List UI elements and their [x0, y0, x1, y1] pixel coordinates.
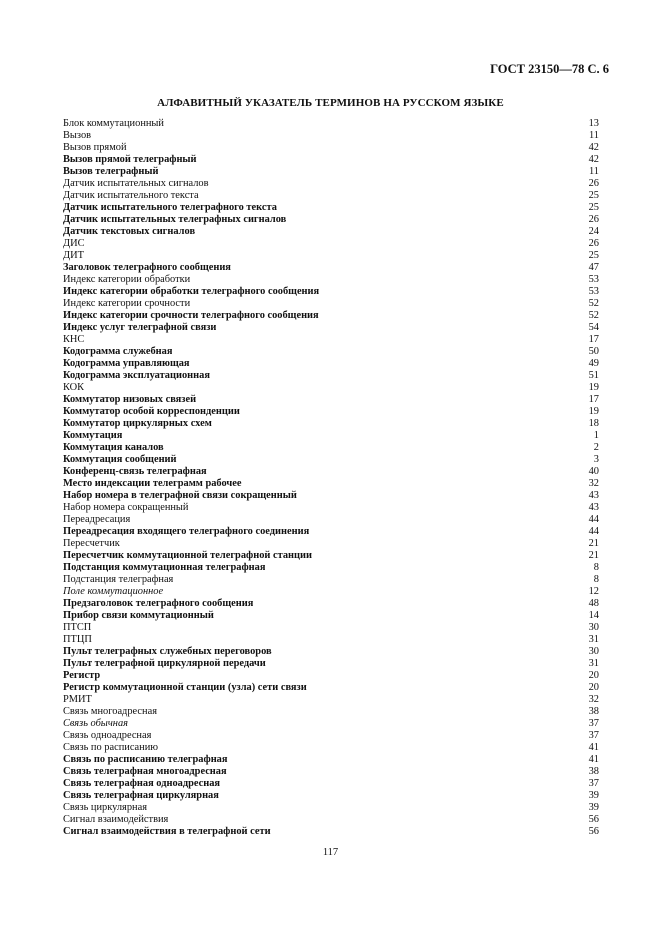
index-page-ref: 26	[588, 214, 599, 225]
index-entry	[63, 430, 599, 442]
index-term: Вызов телеграфный	[63, 166, 159, 177]
index-page-ref: 39	[588, 802, 599, 813]
index-term: Связь многоадресная	[63, 706, 157, 717]
index-page-ref: 43	[588, 490, 599, 501]
index-page-ref: 38	[588, 706, 599, 717]
index-term: ПТЦП	[63, 634, 92, 645]
index-entry	[63, 658, 599, 670]
index-page-ref: 38	[588, 766, 599, 777]
index-entry	[63, 394, 599, 406]
index-page-ref: 31	[588, 658, 599, 669]
index-page-ref: 17	[588, 334, 599, 345]
index-entry	[63, 790, 599, 802]
index-entry	[63, 118, 599, 130]
index-page-ref: 37	[588, 778, 599, 789]
index-entry	[63, 250, 599, 262]
index-page-ref: 56	[588, 814, 599, 825]
index-entry	[63, 502, 599, 514]
document-header: ГОСТ 23150—78 С. 6	[490, 62, 609, 76]
index-page-ref: 50	[588, 346, 599, 357]
index-term: ДИТ	[63, 250, 84, 261]
index-term: Пересчетчик коммутационной телеграфной станции	[63, 550, 312, 561]
index-term: Пересчетчик	[63, 538, 120, 549]
index-page-ref: 37	[588, 730, 599, 741]
index-entry	[63, 418, 599, 430]
index-term: Индекс категории обработки телеграфного сообщения	[63, 286, 320, 297]
index-term: Сигнал взаимодействия	[63, 814, 169, 825]
index-term: Прибор связи коммутационный	[63, 610, 214, 621]
index-entry	[63, 598, 599, 610]
index-term: Подстанция коммутационная телеграфная	[63, 562, 266, 573]
index-entry	[63, 802, 599, 814]
index-entry	[63, 178, 599, 190]
index-page-ref: 17	[588, 394, 599, 405]
index-page-ref: 32	[588, 478, 599, 489]
index-entry	[63, 382, 599, 394]
index-term: Пульт телеграфных служебных переговоров	[63, 646, 272, 657]
index-term: ПТСП	[63, 622, 92, 633]
index-page-ref: 56	[588, 826, 599, 837]
index-entry	[63, 754, 599, 766]
index-page-ref: 8	[593, 562, 599, 573]
index-entry	[63, 226, 599, 238]
index-page-ref: 19	[588, 406, 599, 417]
index-entry	[63, 550, 599, 562]
index-page-ref: 41	[588, 754, 599, 765]
index-entry	[63, 622, 599, 634]
index-page-ref: 52	[588, 310, 599, 321]
index-entry	[63, 454, 599, 466]
index-term: Набор номера сокращенный	[63, 502, 189, 513]
index-entry	[63, 742, 599, 754]
page-number: 117	[322, 847, 339, 858]
index-page-ref: 30	[588, 622, 599, 633]
index-term: Коммутатор особой корреспонденции	[63, 406, 240, 417]
index-page-ref: 39	[588, 790, 599, 801]
index-entry	[63, 262, 599, 274]
index-term: Индекс услуг телеграфной связи	[63, 322, 217, 333]
index-page-ref: 49	[588, 358, 599, 369]
index-term: Датчик текстовых сигналов	[63, 226, 196, 237]
index-entry	[63, 322, 599, 334]
index-entry	[63, 514, 599, 526]
index-page-ref: 31	[588, 634, 599, 645]
index-term: Датчик испытательных сигналов	[63, 178, 209, 189]
index-term: Связь обычная	[63, 718, 128, 729]
index-entry	[63, 646, 599, 658]
index-term: Вызов прямой телеграфный	[63, 154, 197, 165]
index-term: Индекс категории обработки	[63, 274, 191, 285]
index-term: Конференц-связь телеграфная	[63, 466, 207, 477]
index-term: Датчик испытательных телеграфных сигналов	[63, 214, 287, 225]
index-term: Связь по расписанию	[63, 742, 159, 753]
index-term: Подстанция телеграфная	[63, 574, 174, 585]
index-page-ref: 37	[588, 718, 599, 729]
index-page-ref: 54	[588, 322, 599, 333]
index-term: Пульт телеграфной циркулярной передачи	[63, 658, 266, 669]
index-page-ref: 32	[588, 694, 599, 705]
index-term: Кодограмма эксплуатационная	[63, 370, 210, 381]
index-entry	[63, 202, 599, 214]
index-term: Коммутатор циркулярных схем	[63, 418, 212, 429]
index-page-ref: 20	[588, 670, 599, 681]
index-page-ref: 12	[588, 586, 599, 597]
index-term: Коммутатор низовых связей	[63, 394, 197, 405]
index-entry	[63, 538, 599, 550]
index-entry	[63, 610, 599, 622]
index-entry	[63, 406, 599, 418]
index-page-ref: 26	[588, 178, 599, 189]
index-term: Вызов прямой	[63, 142, 127, 153]
index-page-ref: 25	[588, 190, 599, 201]
index-entry	[63, 154, 599, 166]
index-term: Место индексации телеграмм рабочее	[63, 478, 242, 489]
index-page-ref: 41	[588, 742, 599, 753]
index-term: Заголовок телеграфного сообщения	[63, 262, 231, 273]
index-term: Коммутация сообщений	[63, 454, 177, 465]
index-term: Коммутация каналов	[63, 442, 164, 453]
index-page-ref: 40	[588, 466, 599, 477]
index-title: АЛФАВИТНЫЙ УКАЗАТЕЛЬ ТЕРМИНОВ НА РУССКОМ ЯЗЫКЕ	[157, 97, 504, 109]
index-entry	[63, 478, 599, 490]
index-page-ref: 21	[588, 550, 599, 561]
index-page-ref: 42	[588, 142, 599, 153]
index-term: Регистр	[63, 670, 101, 681]
index-term: Вызов	[63, 130, 92, 141]
index-term: Связь циркулярная	[63, 802, 147, 813]
index-entry	[63, 586, 599, 598]
index-term: Связь одноадресная	[63, 730, 152, 741]
index-term: Связь телеграфная циркулярная	[63, 790, 219, 801]
index-entry	[63, 274, 599, 286]
index-entry	[63, 358, 599, 370]
index-term: ДИС	[63, 238, 85, 249]
index-entry	[63, 190, 599, 202]
index-page-ref: 19	[588, 382, 599, 393]
index-page-ref: 30	[588, 646, 599, 657]
index-page-ref: 21	[588, 538, 599, 549]
index-entry	[63, 298, 599, 310]
index-term: Индекс категории срочности телеграфного сообщения	[63, 310, 319, 321]
index-term: Датчик испытательного телеграфного текста	[63, 202, 277, 213]
index-entry	[63, 826, 599, 838]
index-term: Кодограмма служебная	[63, 346, 173, 357]
index-page-ref: 42	[588, 154, 599, 165]
index-page-ref: 52	[588, 298, 599, 309]
index-term: КОК	[63, 382, 85, 393]
index-term: Набор номера в телеграфной связи сокращенный	[63, 490, 297, 501]
index-page-ref: 8	[593, 574, 599, 585]
index-entry	[63, 766, 599, 778]
index-page-ref: 24	[588, 226, 599, 237]
index-page-ref: 1	[593, 430, 599, 441]
index-page-ref: 26	[588, 238, 599, 249]
index-page-ref: 43	[588, 502, 599, 513]
index-entry	[63, 694, 599, 706]
index-entry	[63, 718, 599, 730]
index-entry	[63, 574, 599, 586]
index-entry	[63, 346, 599, 358]
index-entry	[63, 682, 599, 694]
index-term: Связь по расписанию телеграфная	[63, 754, 228, 765]
index-entry	[63, 778, 599, 790]
index-entry	[63, 214, 599, 226]
index-entry	[63, 814, 599, 826]
index-page-ref: 47	[588, 262, 599, 273]
index-page-ref: 53	[588, 274, 599, 285]
index-term: Поле коммутационное	[63, 586, 164, 597]
index-term: Регистр коммутационной станции (узла) сети связи	[63, 682, 307, 693]
index-entry	[63, 166, 599, 178]
index-entry	[63, 238, 599, 250]
index-page-ref: 20	[588, 682, 599, 693]
index-page-ref: 25	[588, 202, 599, 213]
index-page-ref: 3	[593, 454, 599, 465]
index-entry	[63, 142, 599, 154]
index-entry	[63, 334, 599, 346]
index-page-ref: 14	[588, 610, 599, 621]
index-page-ref: 18	[588, 418, 599, 429]
index-entry	[63, 526, 599, 538]
index-page-ref: 11	[588, 130, 599, 141]
index-term: Переадресация входящего телеграфного соединения	[63, 526, 310, 537]
index-entry	[63, 634, 599, 646]
index-entry	[63, 130, 599, 142]
index-page-ref: 48	[588, 598, 599, 609]
index-page-ref: 25	[588, 250, 599, 261]
index-entry	[63, 370, 599, 382]
index-term: РМИТ	[63, 694, 92, 705]
index-entry	[63, 310, 599, 322]
index-term: Переадресация	[63, 514, 131, 525]
index-term: Индекс категории срочности	[63, 298, 191, 309]
index-page-ref: 53	[588, 286, 599, 297]
index-entry	[63, 442, 599, 454]
index-entry	[63, 562, 599, 574]
index-term: Связь телеграфная многоадресная	[63, 766, 227, 777]
index-page-ref: 44	[588, 514, 599, 525]
index-term: Связь телеграфная одноадресная	[63, 778, 221, 789]
index-page-ref: 44	[588, 526, 599, 537]
index-term: КНС	[63, 334, 85, 345]
index-term: Предзаголовок телеграфного сообщения	[63, 598, 254, 609]
index-term: Коммутация	[63, 430, 123, 441]
index-term: Датчик испытательного текста	[63, 190, 199, 201]
index-term: Кодограмма управляющая	[63, 358, 190, 369]
index-entry	[63, 730, 599, 742]
index-page-ref: 11	[588, 166, 599, 177]
index-entry	[63, 490, 599, 502]
index-page-ref: 13	[588, 118, 599, 129]
index-term: Блок коммутационный	[63, 118, 164, 129]
index-entry	[63, 286, 599, 298]
index-entry	[63, 670, 599, 682]
index-term: Сигнал взаимодействия в телеграфной сети	[63, 826, 271, 837]
index-entry	[63, 466, 599, 478]
term-index-list	[63, 118, 599, 838]
index-page-ref: 51	[588, 370, 599, 381]
index-page-ref: 2	[593, 442, 599, 453]
index-entry	[63, 706, 599, 718]
